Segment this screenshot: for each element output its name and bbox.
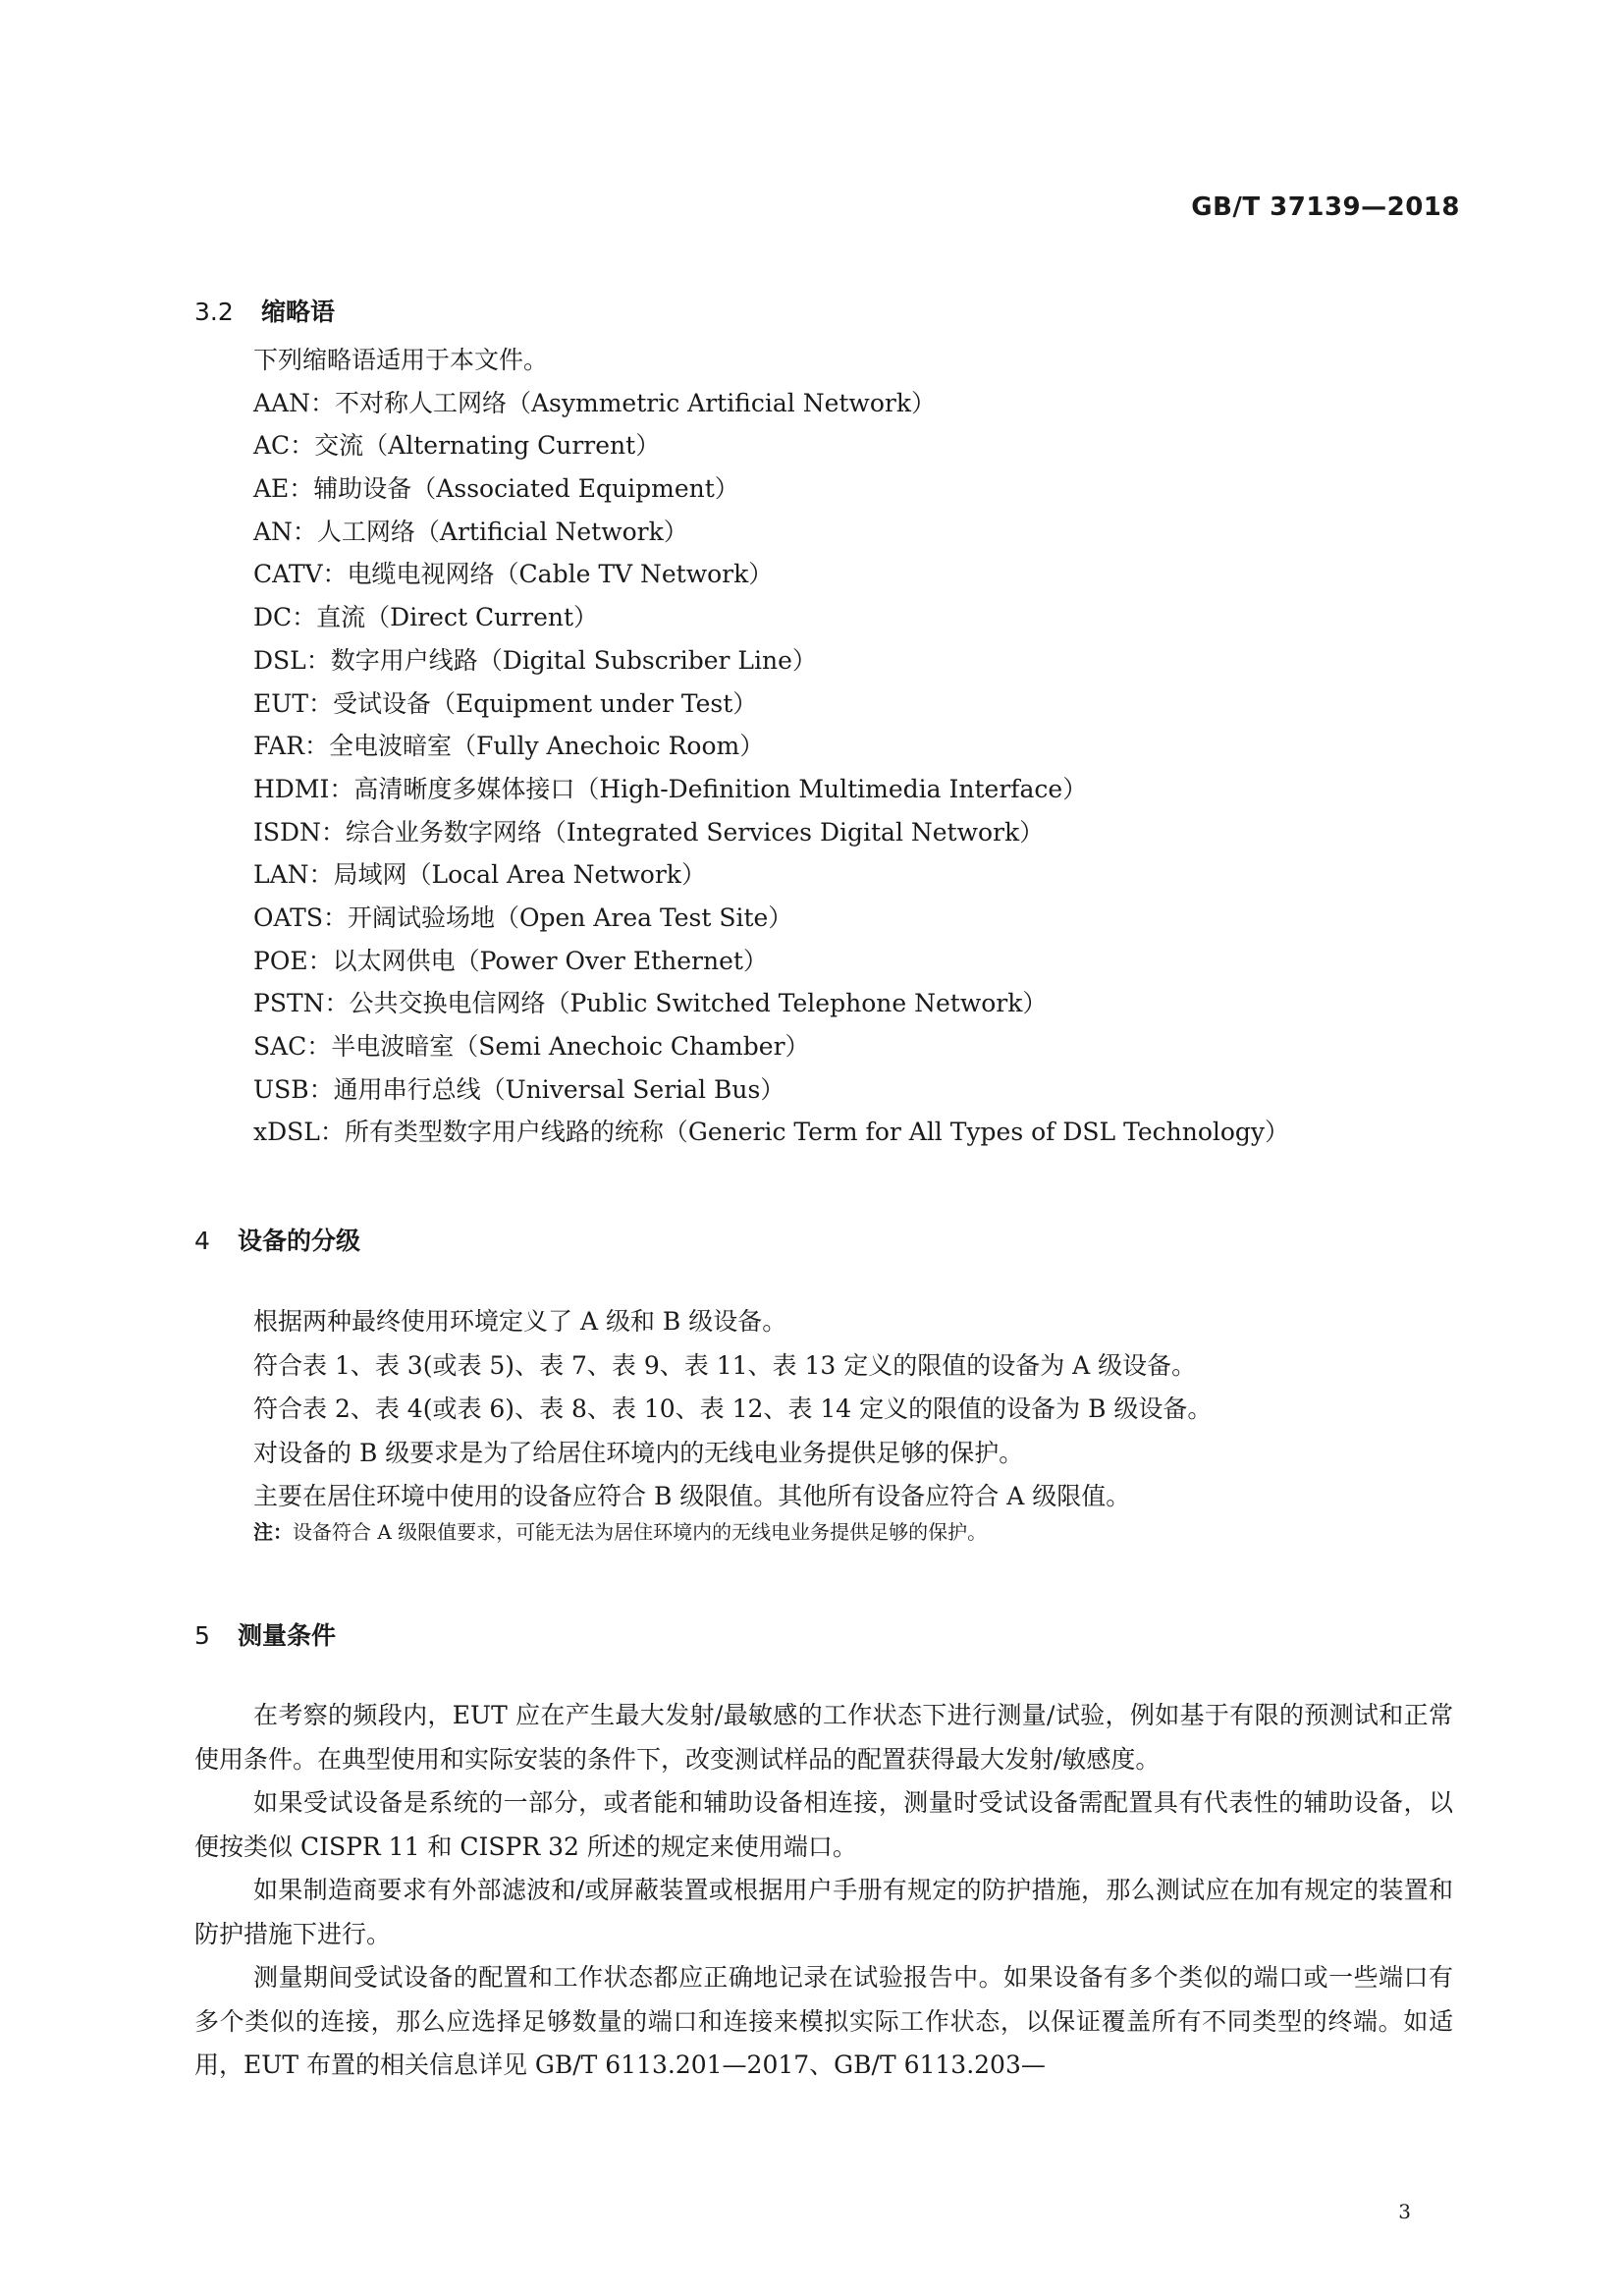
list-item: EUT：受试设备（Equipment under Test） [253,688,758,718]
abbreviation-list [253,339,1289,1154]
section-4-paragraphs [253,1300,1212,1519]
section-3-2-heading [194,293,335,328]
list-item: AN：人工网络（Artificial Network） [253,517,688,546]
paragraph: 根据两种最终使用环境定义了 A 级和 B 级设备。 [253,1307,787,1336]
list-item: ISDN：综合业务数字网络（Integrated Services Digital Network） [253,817,1045,847]
list-item: DSL：数字用户线路（Digital Subscriber Line） [253,645,817,675]
paragraph: 如果受试设备是系统的一部分，或者能和辅助设备相连接，测量时受试设备需配置具有代表性的辅助设备，以便按类似 CISPR 11 和 CISPR 32 所述的规定来使用端口。 [194,1788,1453,1861]
section-5-heading [194,1616,336,1652]
list-item: DC：直流（Direct Current） [253,603,599,632]
list-item: USB：通用串行总线（Universal Serial Bus） [253,1074,785,1104]
list-item: LAN：局域网（Local Area Network） [253,860,706,890]
section-4-heading [194,1222,360,1257]
paragraph: 对设备的 B 级要求是为了给居住环境内的无线电业务提供足够的保护。 [253,1438,1024,1467]
section-number: 3.2 [194,298,234,326]
paragraph: 测量期间受试设备的配置和工作状态都应正确地记录在试验报告中。如果设备有多个类似的端口或一些端口有多个类似的连接，那么应选择足够数量的端口和连接来模拟实际工作状态，以保证覆盖所有不同类型的终端。如适用，EUT 布置的相关信息详见 GB/T 6113.201—2017、GB/T 6113.203— [194,1963,1453,2079]
note [253,1516,987,1545]
section-title: 缩略语 [261,298,336,326]
paragraph: 在考察的频段内，EUT 应在产生最大发射/最敏感的工作状态下进行测量/试验，例如基于有限的预测试和正常使用条件。在典型使用和实际安装的条件下，改变测试样品的配置获得最大发射/敏感度。 [194,1701,1453,1774]
section-number: 5 [194,1621,210,1650]
list-item: SAC：半电波暗室（Semi Anechoic Chamber） [253,1032,810,1061]
list-item: CATV：电缆电视网络（Cable TV Network） [253,560,774,589]
paragraph: 符合表 2、表 4(或表 6)、表 8、表 10、表 12、表 14 定义的限值的设备为 B 级设备。 [253,1394,1213,1423]
list-item: HDMI：高清晰度多媒体接口（High-Definition Multimedia Interface） [253,774,1088,803]
list-item: AE：辅助设备（Associated Equipment） [253,474,739,504]
list-item: OATS：开阔试验场地（Open Area Test Site） [253,902,793,932]
list-item: AC：交流（Alternating Current） [253,431,661,461]
section-title: 设备的分级 [238,1227,361,1255]
list-item: FAR：全电波暗室（Fully Anechoic Room） [253,732,765,761]
list-item: PSTN：公共交换电信网络（Public Switched Telephone Network） [253,989,1048,1018]
note-text: 设备符合 A 级限值要求，可能无法为居住环境内的无线电业务提供足够的保护。 [293,1520,988,1544]
paragraph: 符合表 1、表 3(或表 5)、表 7、表 9、表 11、表 13 定义的限值的设备为 A 级设备。 [253,1350,1197,1380]
page-number: 3 [1398,2200,1411,2223]
list-item: POE：以太网供电（Power Over Ethernet） [253,946,768,975]
list-item: AAN：不对称人工网络（Asymmetric Artificial Network） [253,388,936,417]
paragraph: 如果制造商要求有外部滤波和/或屏蔽装置或根据用户手册有规定的防护措施，那么测试应在加有规定的装置和防护措施下进行。 [194,1876,1453,1948]
section-5-body [194,1694,1453,2088]
paragraph: 主要在居住环境中使用的设备应符合 B 级限值。其他所有设备应符合 A 级限值。 [253,1482,1131,1510]
list-item: 下列缩略语适用于本文件。 [253,346,549,374]
list-item: xDSL：所有类型数字用户线路的统称（Generic Term for All Types of DSL Technology） [253,1118,1290,1147]
section-title: 测量条件 [238,1621,337,1650]
document-code: GB/T 37139—2018 [1191,192,1460,222]
section-number: 4 [194,1227,210,1255]
note-label: 注： [253,1520,293,1544]
